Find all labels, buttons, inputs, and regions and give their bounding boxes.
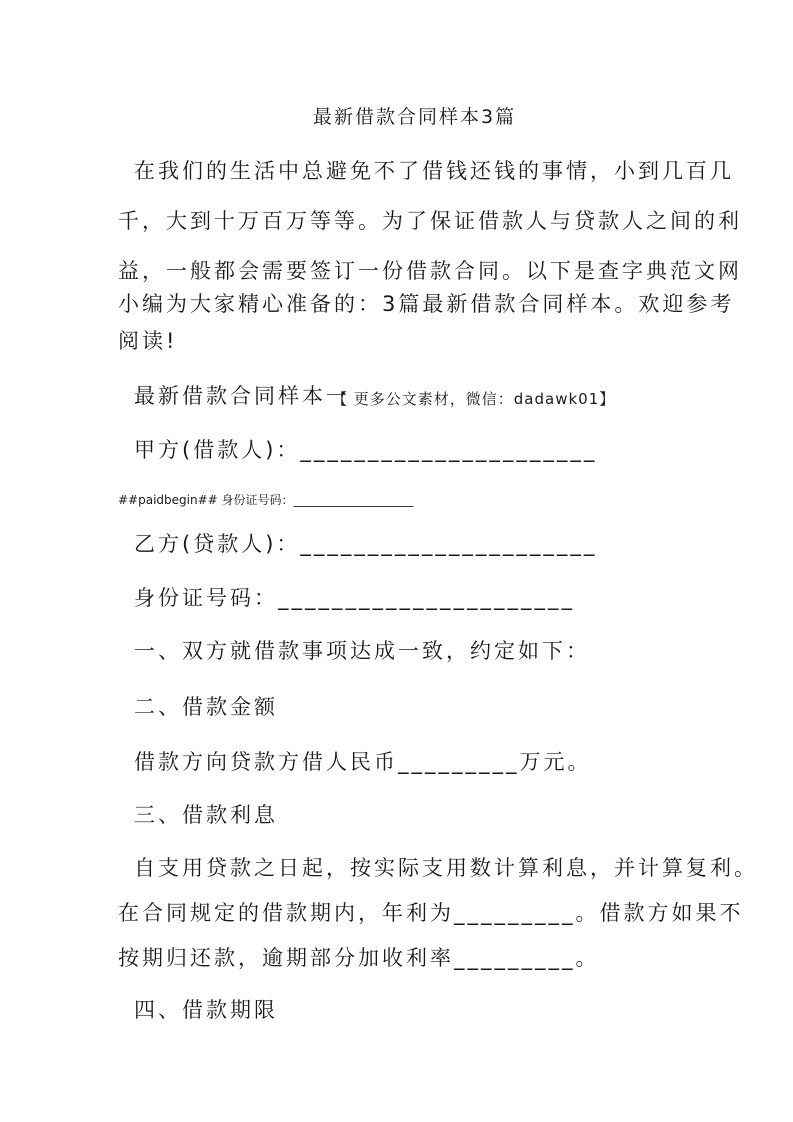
intro-line: 益，一般都会需要签订一份借款合同。以下是查字典范文网 [118, 259, 742, 283]
document-title: 最新借款合同样本3篇 [313, 106, 517, 128]
clause-3-heading: 三、借款利息 [134, 803, 278, 827]
intro-line: 阅读! [118, 329, 178, 353]
id-number-field: 身份证号码：______________________ [134, 586, 575, 610]
promo-text: 【 更多公文素材，微信：dadawk01】 [332, 390, 616, 408]
id-number-small: ##paidbegin## 身份证号码：____________________ [118, 493, 414, 507]
intro-line: 千，大到十万百万等等。为了保证借款人与贷款人之间的利 [118, 209, 742, 233]
clause-3-line: 自支用贷款之日起，按实际支用数计算利息，并计算复利。 [134, 856, 758, 880]
party-a-field: 甲方(借款人)：______________________ [134, 438, 598, 462]
clause-3-line: 按期归还款，逾期部分加收利率_________。 [118, 946, 600, 970]
clause-4-heading: 四、借款期限 [134, 998, 278, 1022]
intro-line: 小编为大家精心准备的：3篇最新借款合同样本。欢迎参考 [118, 292, 735, 316]
intro-line: 在我们的生活中总避免不了借钱还钱的事情，小到几百几 [134, 159, 734, 183]
section-title: 最新借款合同样本一 [134, 384, 350, 408]
party-b-field: 乙方(贷款人)：______________________ [134, 532, 598, 556]
clause-2-heading: 二、借款金额 [134, 695, 278, 719]
clause-3-line: 在合同规定的借款期内，年利为_________。借款方如果不 [118, 901, 744, 925]
clause-2-text: 借款方向贷款方借人民币_________万元。 [134, 750, 592, 774]
clause-1: 一、双方就借款事项达成一致，约定如下： [134, 639, 590, 663]
